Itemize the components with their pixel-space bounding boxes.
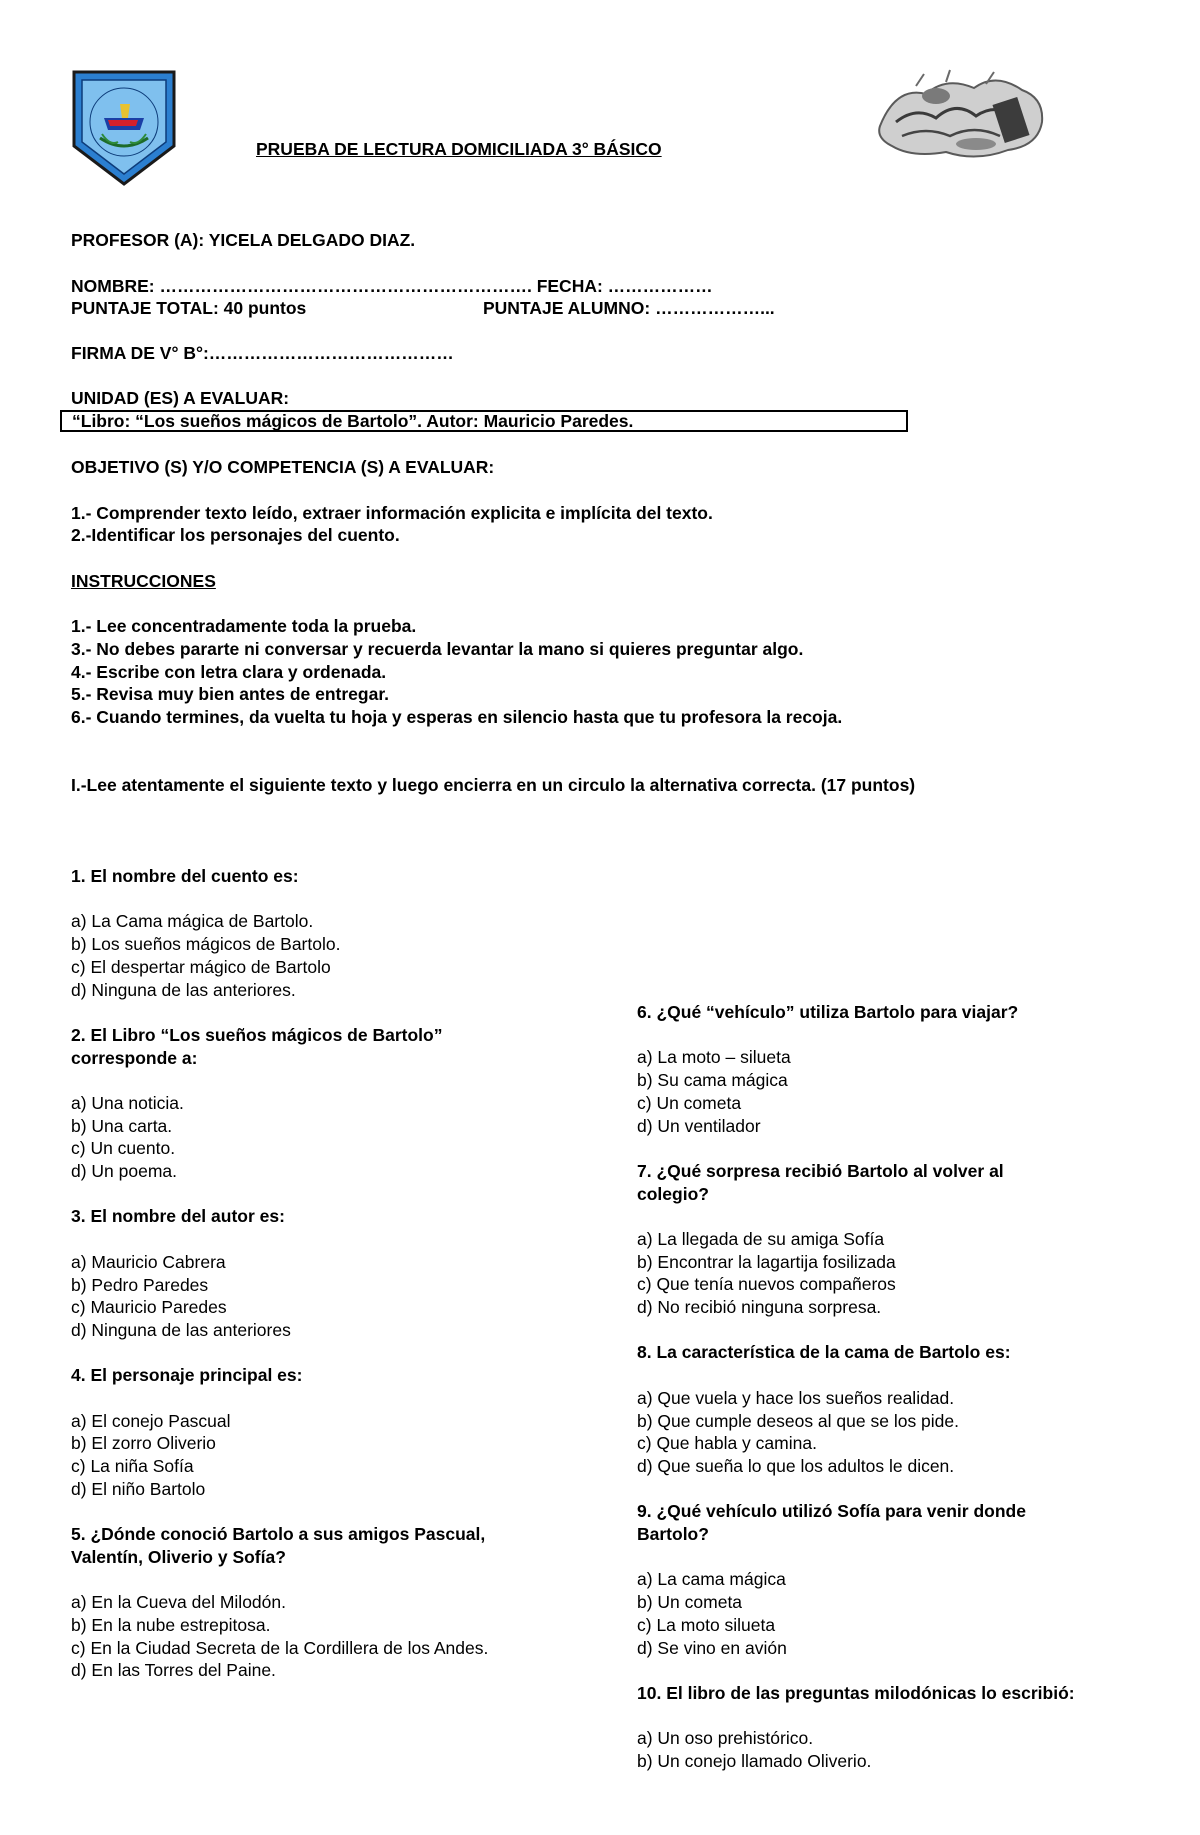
question-4 xyxy=(71,1364,591,1523)
option[interactable]: c) Un cometa xyxy=(637,1092,742,1113)
option[interactable]: b) Un conejo llamado Oliverio. xyxy=(637,1751,872,1772)
question-6 xyxy=(637,1001,1157,1160)
objective-label: OBJETIVO (S) Y/O COMPETENCIA (S) A EVALUAR: xyxy=(71,457,495,477)
option[interactable]: a) En la Cueva del Milodón. xyxy=(71,1592,286,1613)
instructions-heading: INSTRUCCIONES xyxy=(71,571,216,591)
option[interactable]: a) Mauricio Cabrera xyxy=(71,1251,226,1272)
option[interactable]: a) Un oso prehistórico. xyxy=(637,1728,814,1749)
option[interactable]: c) Que tenía nuevos compañeros xyxy=(637,1274,896,1295)
option[interactable]: b) Un cometa xyxy=(637,1592,743,1613)
option[interactable]: a) La moto – silueta xyxy=(637,1047,791,1068)
questions-left-column xyxy=(71,865,591,1682)
option[interactable]: d) Un poema. xyxy=(71,1161,178,1182)
question-text: 1. El nombre del cuento es: xyxy=(71,866,299,886)
question-5 xyxy=(71,1523,591,1682)
option[interactable]: b) Encontrar la lagartija fosilizada xyxy=(637,1251,896,1272)
option[interactable]: c) La niña Sofía xyxy=(71,1456,194,1477)
option[interactable]: b) En la nube estrepitosa. xyxy=(71,1615,271,1636)
unit-value: “Libro: “Los sueños mágicos de Bartolo”. Autor: Mauricio Paredes. xyxy=(72,411,634,431)
option[interactable]: c) En la Ciudad Secreta de la Cordillera de los Andes. xyxy=(71,1637,489,1658)
question-text: 7. ¿Qué sorpresa recibió Bartolo al volver al xyxy=(637,1160,1004,1181)
signature-line: FIRMA DE V° B°:…………………………………… xyxy=(71,343,454,363)
option[interactable]: a) El conejo Pascual xyxy=(71,1410,231,1431)
question-9 xyxy=(637,1500,1157,1682)
option[interactable]: b) Los sueños mágicos de Bartolo. xyxy=(71,934,341,955)
question-7 xyxy=(637,1160,1157,1342)
question-text: 4. El personaje principal es: xyxy=(71,1365,303,1386)
option[interactable]: c) La moto silueta xyxy=(637,1614,776,1635)
question-text: 8. La característica de la cama de Bartolo es: xyxy=(637,1342,1011,1363)
story-illustration xyxy=(876,66,1048,162)
question-2 xyxy=(71,1024,591,1206)
option[interactable]: c) El despertar mágico de Bartolo xyxy=(71,956,331,977)
option[interactable]: d) No recibió ninguna sorpresa. xyxy=(637,1297,882,1318)
option[interactable]: d) Se vino en avión xyxy=(637,1637,787,1658)
option[interactable]: b) Su cama mágica xyxy=(637,1070,788,1091)
instruction-item: 3.- No debes pararte ni conversar y recuerda levantar la mano si quieres preguntar algo. xyxy=(71,639,804,659)
question-text: 2. El Libro “Los sueños mágicos de Bartolo” xyxy=(71,1024,443,1045)
option[interactable]: d) Un ventilador xyxy=(637,1115,761,1136)
option[interactable]: b) Pedro Paredes xyxy=(71,1274,209,1295)
question-1 xyxy=(71,865,591,1024)
option[interactable]: a) La Cama mágica de Bartolo. xyxy=(71,911,314,932)
teacher-line: PROFESOR (A): YICELA DELGADO DIAZ. xyxy=(71,230,416,250)
question-text: corresponde a: xyxy=(71,1047,198,1068)
section-1-instruction: I.-Lee atentamente el siguiente texto y luego encierra en un circulo la alternativa correcta. (17 puntos) xyxy=(71,775,916,795)
questions-right-column xyxy=(637,1001,1157,1773)
question-10 xyxy=(637,1682,1157,1773)
question-text: Bartolo? xyxy=(637,1524,709,1545)
unit-label: UNIDAD (ES) A EVALUAR: xyxy=(71,388,290,408)
option[interactable]: d) En las Torres del Paine. xyxy=(71,1660,276,1681)
question-text: 10. El libro de las preguntas milodónicas lo escribió: xyxy=(637,1682,1075,1703)
option[interactable]: d) Ninguna de las anteriores xyxy=(71,1319,291,1340)
question-text: 6. ¿Qué “vehículo” utiliza Bartolo para viajar? xyxy=(637,1002,1019,1022)
instruction-item: 1.- Lee concentradamente toda la prueba. xyxy=(71,616,417,636)
instruction-item: 6.- Cuando termines, da vuelta tu hoja y esperas en silencio hasta que tu profesora la recoja. xyxy=(71,707,843,727)
option[interactable]: a) Que vuela y hace los sueños realidad. xyxy=(637,1387,955,1408)
objective-1: 1.- Comprender texto leído, extraer información explicita e implícita del texto. xyxy=(71,503,713,523)
question-text: 3. El nombre del autor es: xyxy=(71,1206,285,1227)
option[interactable]: a) La cama mágica xyxy=(637,1569,786,1590)
name-date-line: NOMBRE: ………………………………………………………. FECHA: ……………… xyxy=(71,276,713,296)
option[interactable]: c) Que habla y camina. xyxy=(637,1433,817,1454)
option[interactable]: b) Que cumple deseos al que se los pide. xyxy=(637,1410,959,1431)
option[interactable]: b) Una carta. xyxy=(71,1115,173,1136)
question-text: 5. ¿Dónde conoció Bartolo a sus amigos Pascual, xyxy=(71,1524,486,1545)
question-8 xyxy=(637,1341,1157,1500)
option[interactable]: d) Que sueña lo que los adultos le dicen. xyxy=(637,1455,955,1476)
student-score: PUNTAJE ALUMNO: ………………... xyxy=(483,298,775,318)
question-3 xyxy=(71,1205,591,1364)
objective-2: 2.-Identificar los personajes del cuento. xyxy=(71,525,400,545)
question-text: colegio? xyxy=(637,1183,709,1204)
option[interactable]: c) Un cuento. xyxy=(71,1138,176,1159)
instruction-item: 4.- Escribe con letra clara y ordenada. xyxy=(71,662,387,682)
option[interactable]: d) Ninguna de las anteriores. xyxy=(71,979,296,1000)
option[interactable]: a) Una noticia. xyxy=(71,1092,184,1113)
option[interactable]: b) El zorro Oliverio xyxy=(71,1433,216,1454)
unit-box xyxy=(60,410,908,432)
option[interactable]: a) La llegada de su amiga Sofía xyxy=(637,1228,885,1249)
page-title: PRUEBA DE LECTURA DOMICILIADA 3° BÁSICO xyxy=(256,139,662,159)
instruction-item: 5.- Revisa muy bien antes de entregar. xyxy=(71,684,390,704)
option[interactable]: d) El niño Bartolo xyxy=(71,1478,206,1499)
question-text: Valentín, Oliverio y Sofía? xyxy=(71,1546,286,1567)
school-logo xyxy=(70,68,178,188)
total-score: PUNTAJE TOTAL: 40 puntos xyxy=(71,298,307,318)
option[interactable]: c) Mauricio Paredes xyxy=(71,1297,227,1318)
question-text: 9. ¿Qué vehículo utilizó Sofía para venir donde xyxy=(637,1501,1026,1522)
